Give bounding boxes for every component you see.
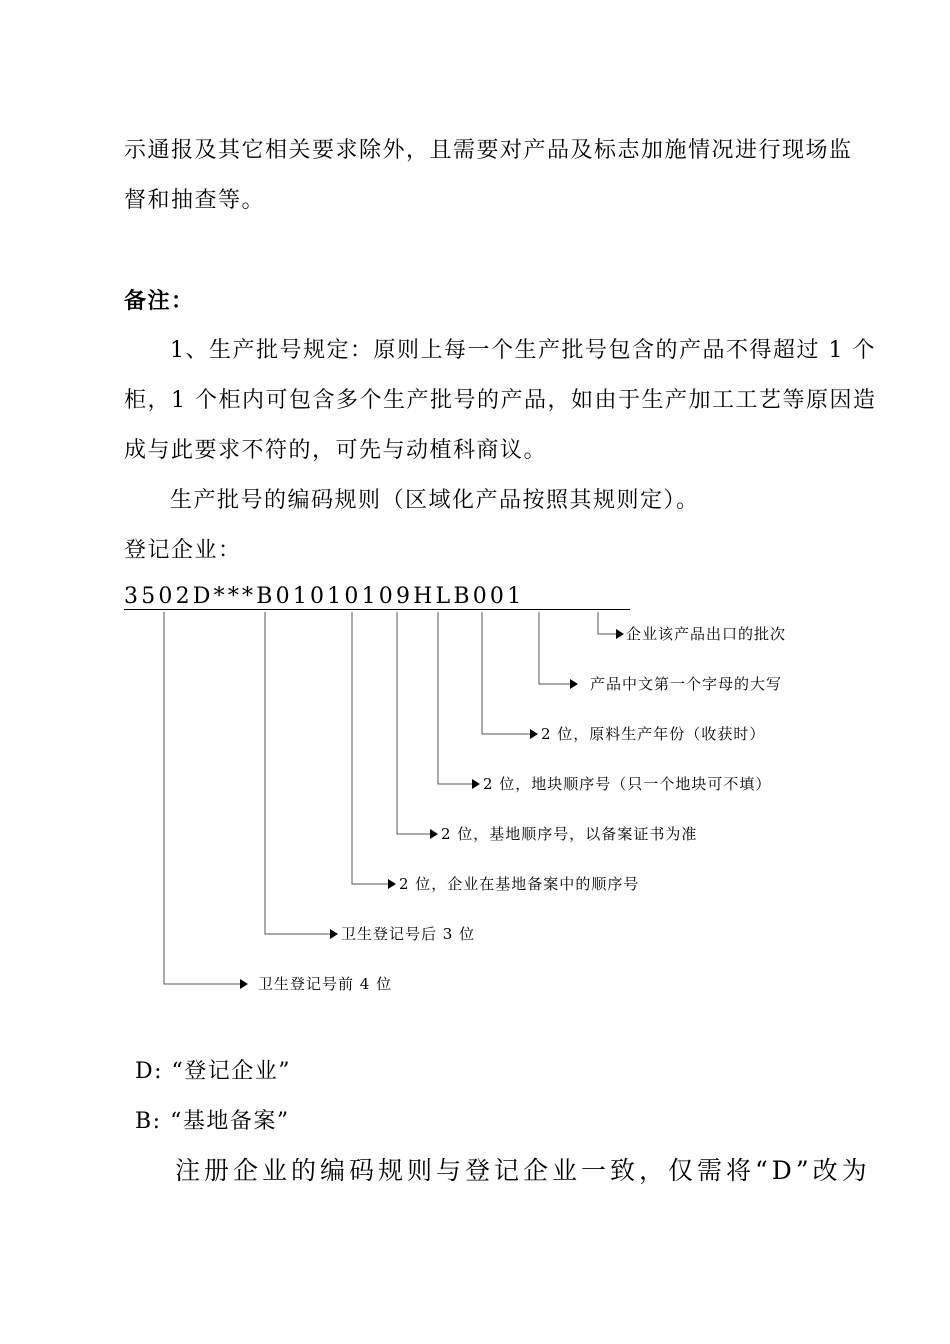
annotation-label: 卫生登记号前 4 位 bbox=[258, 975, 393, 993]
arrowhead bbox=[430, 829, 438, 839]
annotation-label: 2 位，基地顺序号，以备案证书为准 bbox=[441, 825, 698, 843]
annotation-label: 2 位，企业在基地备案中的顺序号 bbox=[399, 875, 640, 893]
annotation-label: 2 位，原料生产年份（收获时） bbox=[541, 725, 766, 743]
paragraph-line: 督和抽查等。 bbox=[124, 188, 266, 213]
definition-b: B: “基地备案” bbox=[135, 1109, 290, 1134]
arrowhead bbox=[330, 929, 338, 939]
remark-heading: 备注： bbox=[124, 288, 195, 314]
remark-item-line: 柜，1 个柜内可包含多个生产批号的产品，如由于生产加工工艺等原因造 bbox=[124, 388, 877, 413]
registered-enterprise-label: 登记企业： bbox=[124, 538, 242, 563]
connector-line bbox=[482, 612, 530, 734]
arrowhead bbox=[472, 779, 480, 789]
definition-d: D: “登记企业” bbox=[135, 1059, 292, 1084]
coding-rule-line: 生产批号的编码规则（区域化产品按照其规则定）。 bbox=[170, 488, 700, 513]
remark-item-line: 1、生产批号规定：原则上每一个生产批号包含的产品不得超过 1 个 bbox=[170, 338, 876, 363]
connector-line bbox=[164, 612, 240, 984]
paragraph-line: 示通报及其它相关要求除外，且需要对产品及标志加施情况进行现场监 bbox=[124, 138, 853, 163]
arrowhead bbox=[570, 679, 578, 689]
annotation-label: 产品中文第一个字母的大写 bbox=[590, 675, 783, 693]
arrowhead bbox=[388, 879, 396, 889]
arrowhead bbox=[530, 729, 538, 739]
annotation-label: 卫生登记号后 3 位 bbox=[341, 925, 476, 943]
final-paragraph-line: 注册企业的编码规则与登记企业一致，仅需将“D”改为 bbox=[175, 1156, 871, 1185]
batch-code-example: 3502D***B01010109HLB001 bbox=[124, 584, 525, 609]
connector-line bbox=[539, 612, 570, 684]
connector-line bbox=[598, 612, 616, 634]
arrowhead bbox=[616, 629, 624, 639]
connector-line bbox=[265, 612, 330, 934]
connector-line bbox=[438, 612, 472, 784]
annotation-label: 企业该产品出口的批次 bbox=[626, 625, 787, 643]
annotation-label: 2 位，地块顺序号（只一个地块可不填） bbox=[483, 775, 772, 793]
connector-line bbox=[397, 612, 430, 834]
arrowhead bbox=[240, 979, 248, 989]
remark-item-line: 成与此要求不符的，可先与动植科商议。 bbox=[124, 438, 548, 463]
connector-line bbox=[352, 612, 388, 884]
